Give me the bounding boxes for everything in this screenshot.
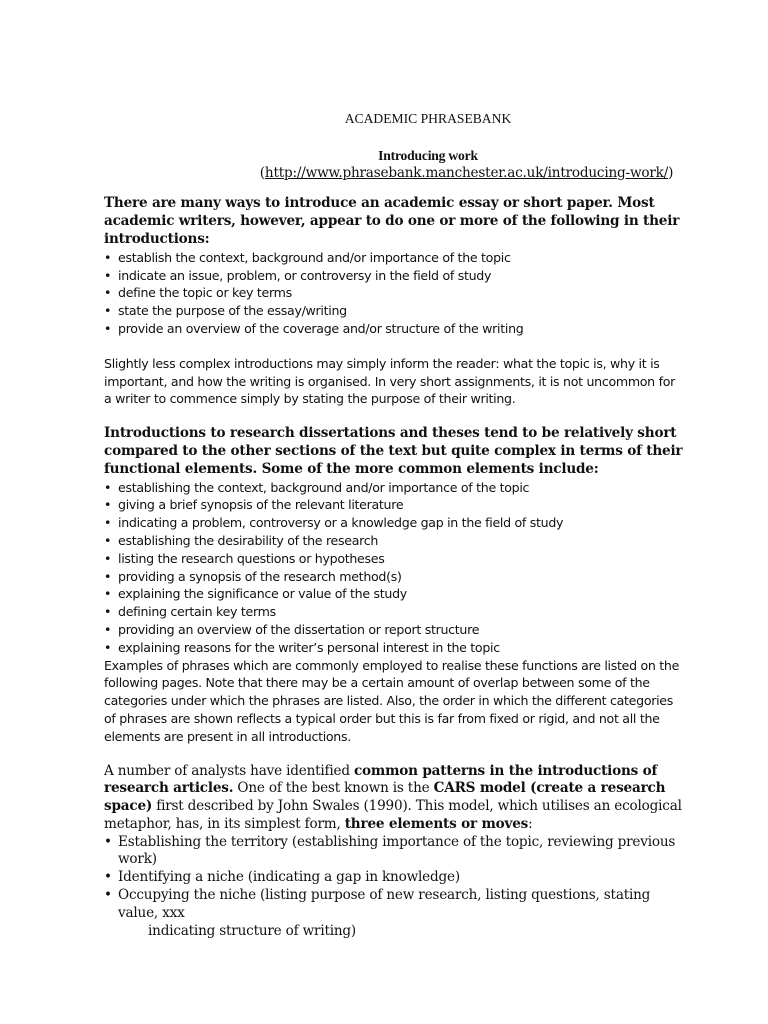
list-item: • provide an overview of the coverage and/or structure of the writing <box>104 320 684 338</box>
page-title: ACADEMIC PHRASEBANK <box>344 111 512 126</box>
section4-paragraph <box>104 763 684 834</box>
source-url-line <box>104 165 684 183</box>
list-item: • Occupying the niche (listing purpose of new research, listing questions, stating value, xxx <box>104 887 684 923</box>
section3-closing-paragraph: Examples of phrases which are commonly employed to realise these functions are listed on the following pages. Note that there may be a certain amount of overlap between some of the categories under which the phrases are listed. Also, the order in which the different categories of phrases are shown reflects a typical order but this is far from fixed or rigid, and not all the elements are present in all introductions. <box>104 657 680 744</box>
document-content <box>104 110 684 940</box>
list-item: • providing an overview of the dissertation or report structure <box>104 621 684 639</box>
list-item: • establishing the context, background and/or importance of the topic <box>104 479 684 497</box>
section4-text-3: first described by John Swales (1990). This model, which utilises an ecological metaphor, has, in its simplest form, <box>104 798 682 832</box>
section4-text-2: One of the best known is the <box>233 780 434 797</box>
source-url-link[interactable]: http://www.phrasebank.manchester.ac.uk/introducing-work/ <box>264 164 669 181</box>
list-item: • listing the research questions or hypotheses <box>104 550 684 568</box>
list-item: • establish the context, background and/or importance of the topic <box>104 249 684 267</box>
list-item: • explaining the significance or value of the study <box>104 585 684 603</box>
url-open-paren: ( <box>259 164 265 181</box>
section4-text-4: : <box>528 815 533 832</box>
section4-bold-1: common patterns in the introductions of research articles. <box>104 762 658 797</box>
list-item: • Establishing the territory (establishing importance of the topic, reviewing previous work) <box>104 834 684 870</box>
section1-lead: There are many ways to introduce an academic essay or short paper. Most academic writers, however, appear to do one or more of the following in their introductions: <box>104 195 680 247</box>
list-item: • giving a brief synopsis of the relevant literature <box>104 496 684 514</box>
section4-continuation-line: indicating structure of writing) <box>148 922 357 939</box>
list-item: • indicating a problem, controversy or a knowledge gap in the field of study <box>104 514 684 532</box>
section4-text-1: A number of analysts have identified <box>104 762 354 779</box>
section3-bullet-list <box>104 479 684 657</box>
list-item: • state the purpose of the essay/writing <box>104 302 684 320</box>
list-item: • providing a synopsis of the research method(s) <box>104 568 684 586</box>
list-item: • Identifying a niche (indicating a gap in knowledge) <box>104 869 684 887</box>
url-close-paren: ) <box>668 164 674 181</box>
list-item: • indicate an issue, problem, or controversy in the field of study <box>104 267 684 285</box>
section4-bold-2: CARS model (create a research space) <box>104 780 666 815</box>
list-item: • define the topic or key terms <box>104 284 684 302</box>
section4-bold-3: three elements or moves <box>344 815 529 832</box>
list-item: • explaining reasons for the writer’s personal interest in the topic <box>104 639 684 657</box>
section4-bullet-list <box>104 834 684 923</box>
page-subtitle: Introducing work <box>378 147 478 163</box>
list-item: • defining certain key terms <box>104 603 684 621</box>
section1-bullet-list <box>104 249 684 338</box>
section2-paragraph: Slightly less complex introductions may simply inform the reader: what the topic is, why it is important, and how the writing is organised. In very short assignments, it is not uncommon for a writer to commence simply by stating the purpose of their writing. <box>104 355 675 407</box>
section3-lead: Introductions to research dissertations and theses tend to be relatively short compared to the other sections of the text but quite complex in terms of their functional elements. Some of the more common elements include: <box>104 425 683 477</box>
list-item: • establishing the desirability of the research <box>104 532 684 550</box>
